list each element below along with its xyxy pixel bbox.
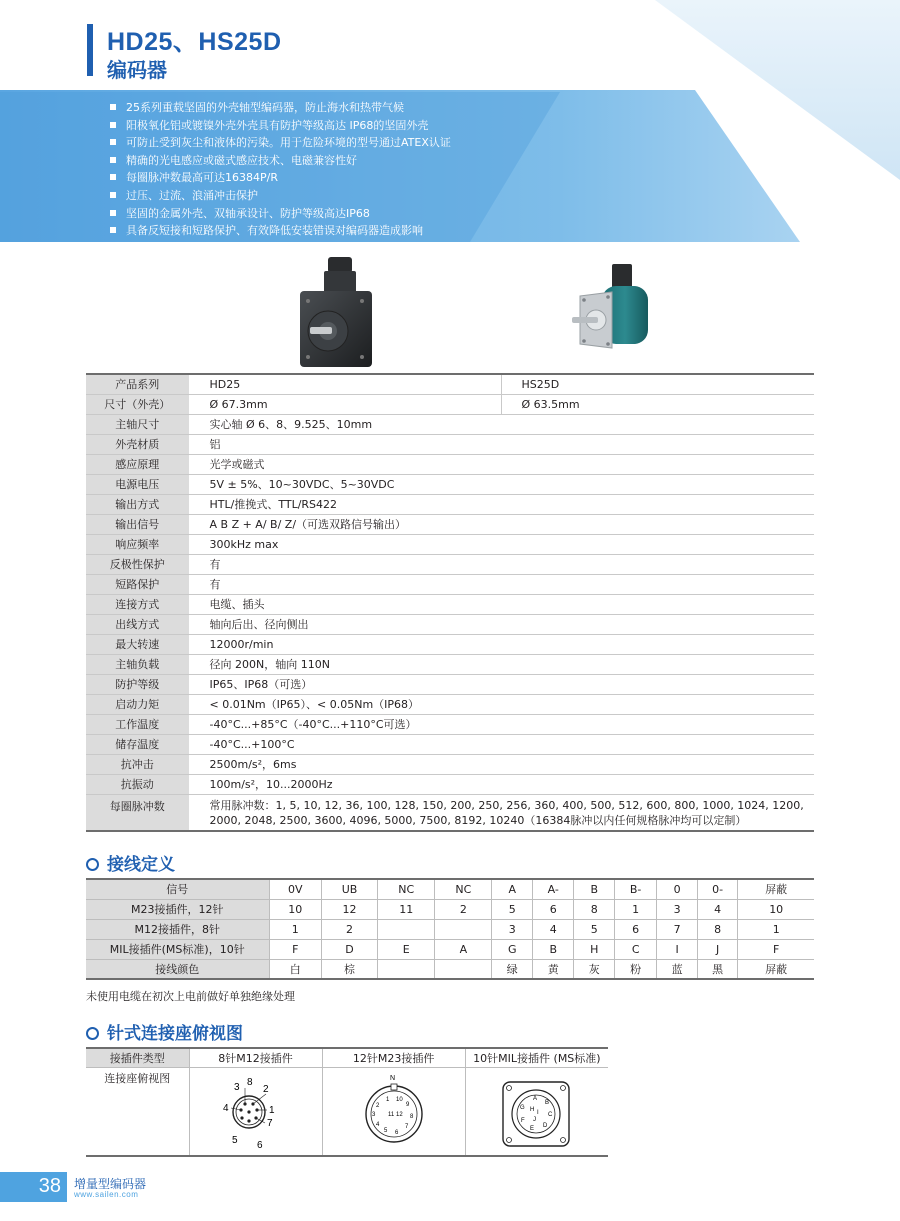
spec-label: 抗冲击 — [86, 754, 189, 774]
m23-pin-diagram-cell — [322, 1067, 465, 1156]
mil-pin-label: G — [519, 1104, 525, 1111]
m12-pin-label: 8 — [246, 1076, 253, 1088]
connector-table — [86, 1047, 608, 1157]
wiring-cell: A — [435, 939, 492, 959]
table-row — [86, 919, 814, 939]
m12-pin-label: 4 — [222, 1102, 229, 1114]
m23-pin-label: 5 — [383, 1127, 388, 1134]
m23-pin-label: 12 — [395, 1111, 403, 1118]
spec-value: Ø 63.5mm — [501, 394, 814, 414]
wiring-cell: H — [574, 939, 615, 959]
wiring-cell: 4 — [697, 899, 738, 919]
wiring-cell: 1 — [269, 919, 321, 939]
wiring-cell: 8 — [697, 919, 738, 939]
spec-label: 防护等级 — [86, 674, 189, 694]
mil-pin-diagram-cell — [465, 1067, 608, 1156]
spec-value: 轴向后出、径向侧出 — [189, 614, 814, 634]
connector-type-m12: 8针M12接插件 — [189, 1048, 322, 1067]
table-row — [86, 754, 814, 774]
wiring-cell: A- — [533, 879, 574, 899]
feature-list — [110, 99, 451, 240]
hd25-product-image — [290, 255, 380, 373]
m12-pin-label: 1 — [268, 1104, 275, 1116]
wiring-cell: E — [378, 939, 435, 959]
circle-bullet-icon — [86, 1027, 99, 1040]
spec-label: 外壳材质 — [86, 434, 189, 454]
table-row — [86, 374, 814, 394]
table-row — [86, 454, 814, 474]
connector-header-label: 接插件类型 — [86, 1048, 189, 1067]
spec-value: 电缆、插头 — [189, 594, 814, 614]
wiring-row-label: M23接插件，12针 — [86, 899, 269, 919]
wiring-cell: 0V — [269, 879, 321, 899]
spec-value: -40°C...+100°C — [189, 734, 814, 754]
table-row — [86, 794, 814, 831]
wiring-cell: 8 — [574, 899, 615, 919]
wiring-cell: 3 — [492, 919, 533, 939]
spec-value: 有 — [189, 574, 814, 594]
m23-pin-label: 11 — [387, 1111, 394, 1118]
connector-view-label: 连接座俯视图 — [86, 1067, 189, 1156]
spec-table — [86, 373, 814, 832]
wiring-cell — [378, 919, 435, 939]
wiring-cell: 11 — [378, 899, 435, 919]
feature-item: 每圈脉冲数最高可达16384P/R — [110, 169, 451, 187]
wiring-cell: I — [657, 939, 698, 959]
wiring-table — [86, 878, 814, 980]
wiring-cell: 1 — [615, 899, 657, 919]
spec-label: 响应频率 — [86, 534, 189, 554]
page-number: 38 — [38, 1175, 61, 1197]
mil-pin-label: E — [529, 1125, 534, 1132]
wiring-cell: 1 — [738, 919, 814, 939]
spec-label: 工作温度 — [86, 714, 189, 734]
m12-pin-diagram-cell — [189, 1067, 322, 1156]
mil-pin-diagram — [467, 1068, 607, 1152]
spec-value: HS25D — [501, 374, 814, 394]
wiring-cell: 5 — [574, 919, 615, 939]
spec-label: 启动力矩 — [86, 694, 189, 714]
wiring-cell — [435, 959, 492, 979]
footer-website: www.sailen.com — [74, 1190, 139, 1199]
m12-pin-label: 5 — [231, 1134, 238, 1146]
m23-pin-label: 4 — [375, 1121, 380, 1128]
spec-value: 12000r/min — [189, 634, 814, 654]
wiring-cell: 粉 — [615, 959, 657, 979]
wiring-cell: NC — [378, 879, 435, 899]
wiring-cell: 黄 — [533, 959, 574, 979]
pulse-line-2: 2000, 2048, 2500, 3600, 4096, 5000, 7500, 8192, 10240（16384脉冲以内任何规格脉冲均可以定制） — [209, 813, 747, 827]
table-row — [86, 879, 814, 899]
wiring-cell: 5 — [492, 899, 533, 919]
wiring-cell: 3 — [657, 899, 698, 919]
wiring-cell: 0 — [657, 879, 698, 899]
mil-pin-label: J — [532, 1116, 536, 1123]
wiring-cell: 12 — [321, 899, 377, 919]
spec-label: 出线方式 — [86, 614, 189, 634]
table-row — [86, 434, 814, 454]
hs25d-product-image — [566, 262, 656, 362]
wiring-cell: 灰 — [574, 959, 615, 979]
m12-pin-label: 7 — [266, 1117, 273, 1129]
table-row — [86, 474, 814, 494]
table-row — [86, 1067, 608, 1156]
spec-value: -40°C...+85°C（-40°C...+110°C可选） — [189, 714, 814, 734]
table-row — [86, 554, 814, 574]
table-row — [86, 899, 814, 919]
table-row — [86, 594, 814, 614]
spec-value: A B Z + A/ B/ Z/（可选双路信号输出） — [189, 514, 814, 534]
spec-value: 光学或磁式 — [189, 454, 814, 474]
wiring-row-label: MIL接插件(MS标准)，10针 — [86, 939, 269, 959]
spec-label: 短路保护 — [86, 574, 189, 594]
wiring-cell: 黑 — [697, 959, 738, 979]
wiring-cell: F — [738, 939, 814, 959]
wiring-row-label: M12接插件，8针 — [86, 919, 269, 939]
table-row — [86, 734, 814, 754]
wiring-cell: F — [269, 939, 321, 959]
spec-label: 产品系列 — [86, 374, 189, 394]
wiring-cell — [378, 959, 435, 979]
wiring-cell: J — [697, 939, 738, 959]
m23-pin-label: 9 — [405, 1101, 410, 1108]
spec-value: 径向 200N，轴向 110N — [189, 654, 814, 674]
table-row — [86, 939, 814, 959]
spec-value: HD25 — [189, 374, 501, 394]
table-row — [86, 674, 814, 694]
table-row — [86, 1048, 608, 1067]
wiring-note: 未使用电缆在初次上电前做好单独绝缘处理 — [86, 990, 295, 1003]
wiring-cell: 2 — [321, 919, 377, 939]
wiring-cell: 屏蔽 — [738, 879, 814, 899]
wiring-cell: NC — [435, 879, 492, 899]
page-title: HD25、HS25D — [107, 28, 282, 56]
wiring-cell: UB — [321, 879, 377, 899]
m12-pin-label: 2 — [262, 1083, 269, 1095]
spec-value: 实心轴 Ø 6、8、9.525、10mm — [189, 414, 814, 434]
wiring-cell: G — [492, 939, 533, 959]
m23-pin-label: 7 — [404, 1123, 409, 1130]
wiring-cell: 绿 — [492, 959, 533, 979]
feature-item: 25系列重载坚固的外壳轴型编码器，防止海水和热带气候 — [110, 99, 451, 117]
circle-bullet-icon — [86, 858, 99, 871]
mil-pin-label: C — [547, 1111, 553, 1118]
table-row — [86, 534, 814, 554]
wiring-cell: 2 — [435, 899, 492, 919]
wiring-cell: A — [492, 879, 533, 899]
feature-item: 阳极氧化铝或镀镍外壳外壳具有防护等级高达 IP68的坚固外壳 — [110, 117, 451, 135]
footer-category: 增量型编码器 — [74, 1177, 147, 1191]
table-row — [86, 614, 814, 634]
wiring-row-label: 接线颜色 — [86, 959, 269, 979]
m23-pin-label: 10 — [395, 1096, 403, 1103]
wiring-cell: B — [533, 939, 574, 959]
wiring-cell: 屏蔽 — [738, 959, 814, 979]
spec-label: 主轴负载 — [86, 654, 189, 674]
m23-pin-label: 2 — [375, 1102, 380, 1109]
spec-value: Ø 67.3mm — [189, 394, 501, 414]
spec-value: 100m/s²，10...2000Hz — [189, 774, 814, 794]
spec-value: < 0.01Nm（IP65）、< 0.05Nm（IP68） — [189, 694, 814, 714]
table-row — [86, 959, 814, 979]
spec-label: 储存温度 — [86, 734, 189, 754]
wiring-cell: 6 — [615, 919, 657, 939]
title-accent-bar — [87, 24, 93, 76]
spec-value: IP65、IP68（可选） — [189, 674, 814, 694]
feature-item: 坚固的金属外壳、双轴承设计、防护等级高达IP68 — [110, 205, 451, 223]
wiring-cell: D — [321, 939, 377, 959]
spec-value — [189, 794, 814, 831]
page-subtitle: 编码器 — [107, 58, 167, 82]
wiring-cell: 6 — [533, 899, 574, 919]
table-row — [86, 654, 814, 674]
m23-pin-label: N — [389, 1074, 395, 1082]
spec-value: 300kHz max — [189, 534, 814, 554]
wiring-cell: 7 — [657, 919, 698, 939]
table-row — [86, 574, 814, 594]
feature-item: 精确的光电感应或磁式感应技术、电磁兼容性好 — [110, 152, 451, 170]
spec-label: 感应原理 — [86, 454, 189, 474]
spec-label: 输出信号 — [86, 514, 189, 534]
table-row — [86, 394, 814, 414]
feature-item: 可防止受到灰尘和液体的污染。用于危险环境的型号通过ATEX认证 — [110, 134, 451, 152]
spec-value: HTL/推挽式、TTL/RS422 — [189, 494, 814, 514]
wiring-cell: 0- — [697, 879, 738, 899]
spec-label: 主轴尺寸 — [86, 414, 189, 434]
spec-value: 2500m/s²，6ms — [189, 754, 814, 774]
wiring-cell: 棕 — [321, 959, 377, 979]
feature-item: 过压、过流、浪涌冲击保护 — [110, 187, 451, 205]
wiring-cell: 蓝 — [657, 959, 698, 979]
pulse-line-1: 常用脉冲数：1, 5, 10, 12, 36, 100, 128, 150, 200, 250, 256, 360, 400, 500, 512, 600, 800, 1000, 1024, 1200, — [209, 798, 804, 812]
spec-label: 每圈脉冲数 — [86, 794, 189, 831]
table-row — [86, 514, 814, 534]
spec-label: 连接方式 — [86, 594, 189, 614]
wiring-cell: 白 — [269, 959, 321, 979]
table-row — [86, 714, 814, 734]
wiring-cell: B- — [615, 879, 657, 899]
m23-pin-diagram — [324, 1068, 464, 1152]
wiring-cell — [435, 919, 492, 939]
wiring-cell: 10 — [269, 899, 321, 919]
m12-pin-label: 3 — [233, 1081, 240, 1093]
spec-value: 有 — [189, 554, 814, 574]
mil-pin-label: F — [520, 1117, 525, 1124]
spec-label: 最大转速 — [86, 634, 189, 654]
connector-type-m23: 12针M23接插件 — [322, 1048, 465, 1067]
mil-pin-label: D — [542, 1122, 548, 1129]
wiring-cell: 4 — [533, 919, 574, 939]
table-row — [86, 774, 814, 794]
spec-label: 反极性保护 — [86, 554, 189, 574]
table-row — [86, 414, 814, 434]
mil-pin-label: I — [536, 1109, 539, 1116]
spec-label: 尺寸（外壳） — [86, 394, 189, 414]
wiring-cell: C — [615, 939, 657, 959]
mil-pin-label: H — [529, 1106, 535, 1113]
m23-pin-label: 1 — [385, 1096, 390, 1103]
spec-value: 铝 — [189, 434, 814, 454]
mil-pin-label: A — [532, 1095, 537, 1102]
wiring-section-title: 接线定义 — [86, 850, 175, 875]
spec-value: 5V ± 5%、10~30VDC、5~30VDC — [189, 474, 814, 494]
m12-pin-diagram — [191, 1068, 321, 1152]
m23-pin-label: 6 — [394, 1129, 399, 1136]
feature-item: 具备反短接和短路保护、有效降低安装错误对编码器造成影响 — [110, 222, 451, 240]
mil-pin-label: B — [544, 1099, 549, 1106]
table-row — [86, 634, 814, 654]
table-row — [86, 694, 814, 714]
spec-label: 电源电压 — [86, 474, 189, 494]
wiring-cell: 10 — [738, 899, 814, 919]
table-row — [86, 494, 814, 514]
m23-pin-label: 3 — [371, 1111, 376, 1118]
spec-label: 输出方式 — [86, 494, 189, 514]
connector-section-title: 针式连接座俯视图 — [86, 1019, 243, 1044]
m23-pin-label: 8 — [409, 1113, 414, 1120]
wiring-row-label: 信号 — [86, 879, 269, 899]
spec-label: 抗振动 — [86, 774, 189, 794]
wiring-cell: B — [574, 879, 615, 899]
connector-type-mil: 10针MIL接插件 (MS标准) — [465, 1048, 608, 1067]
m12-pin-label: 6 — [256, 1139, 263, 1151]
